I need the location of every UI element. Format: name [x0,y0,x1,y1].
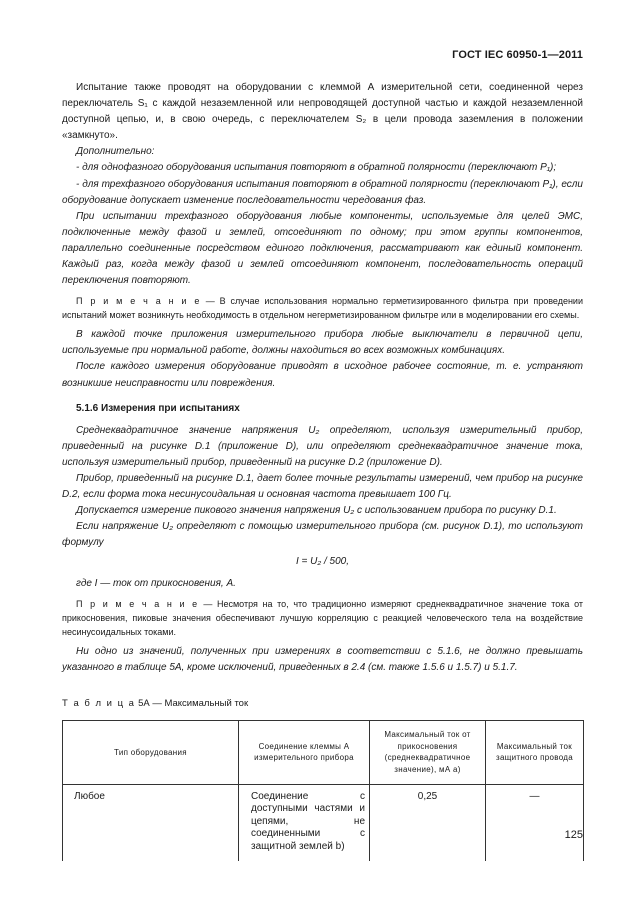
formula: I = U₂ / 500, [295,556,349,568]
note-label: П р и м е ч а н и е [76,296,201,307]
page-number: 125 [564,829,583,841]
note-text: — В случае использования нормально герметизированного фильтра при проведении испытаний может возникнуть необходимость в отдельном негерметизированном фильтре или в моделировании его схемы. [62,296,583,321]
paragraph: Среднеквадратичное значение напряжения U₂ определяют, используя измерительный прибор, приведенный на рисунке D.1 (приложение D), или определяют среднеквадратичное значение тока, используя измерительный прибор, приведенный на рисунке D.2 (приложение D). [62,424,583,468]
table-caption-text: 5А — Максимальный ток [135,697,249,709]
note-label: П р и м е ч а н и е [76,598,199,609]
document-id: ГОСТ IEC 60950-1—2011 [452,49,583,61]
paragraph: - для однофазного оборудования испытания повторяют в обратной полярности (переключают P₁); [76,162,557,174]
cell-max-touch-current: 0,25 [370,784,486,861]
page-body [62,80,583,861]
paragraph: После каждого измерения оборудование приводят в исходное рабочее состояние, т. е. устраняют возникшие неисправности или повреждения. [62,361,583,389]
paragraph: Ни одно из значений, полученных при измерениях в соответствии с 5.1.6, не должно превышать указанного в таблице 5А, кроме исключений, приведенных в 2.4 (см. также 1.5.6 и 1.5.7) и 5.1.7. [62,645,583,673]
note [62,294,583,322]
cell-equipment-type: Любое [63,784,239,861]
header-max-touch-current: Максимальный ток от прикосновения (среднеквадратичное значение), мА a) [370,720,486,784]
paragraph: При испытании трехфазного оборудования любые компоненты, используемые для целей ЭМС, подключенные между фазой и землей, отсоединяют по одному; при этом группы компонентов, параллельно соединенные посредством единого подключения, рассматривают как единый компонент. Каждый раз, когда между фазой и землей отсоединяют компонент, последовательность операций переключения повторяют. [62,210,583,287]
formula-legend: где I — ток от прикосновения, А. [76,577,236,589]
table-caption [62,696,583,712]
paragraph: В каждой точке приложения измерительного прибора любые выключатели в первичной цепи, используемые при нормальной работе, должны находиться во всех возможных комбинациях. [62,329,583,357]
table-caption-label: Т а б л и ц а [62,697,136,709]
paragraph: Испытание также проводят на оборудовании с клеммой А измерительной сети, соединенной через переключатель S₁ с каждой незаземленной или непроводящей доступной частью и каждой незаземленной доступной цепью, и, в свою очередь, с переключателем S₂ в цели провода заземления в положении «замкнуто». [62,82,583,142]
table-row [63,784,584,861]
paragraph: - для трехфазного оборудования испытания повторяют в обратной полярности (переключают P₁), если оборудование допускает изменение последовательности чередования фаз. [62,178,583,206]
header-equipment-type: Тип оборудования [63,720,239,784]
cell-max-protective-current: — [486,784,584,861]
note-text: — Несмотря на то, что традиционно измеряют среднеквадратичное значение тока от прикосновения, пиковые значения обеспечивают лучшую корреляцию с реакцией человеческого тела на воздействие несинусоидальных токами. [62,598,583,637]
header-max-protective-current: Максимальный ток защитного провода [486,720,584,784]
paragraph: Если напряжение U₂ определяют с помощью измерительного прибора (см. рисунок D.1), то используют формулу [62,521,583,549]
paragraph: Прибор, приведенный на рисунке D.1, дает более точные результаты измерений, чем прибор на рисунке D.2, если форма тока несинусоидальная и основная частота превышает 100 Гц. [62,472,583,501]
paragraph: Дополнительно: [76,146,155,158]
note [62,597,583,639]
section-heading: 5.1.6 Измерения при испытаниях [76,402,240,414]
table-header-row [63,720,584,784]
max-current-table [62,720,584,862]
cell-terminal-connection: Соединение с доступными частями и цепями, не соединенными с защитной землей b) [239,784,370,861]
header-terminal-connection: Соединение клеммы А измерительного прибора [239,720,370,784]
paragraph: Допускается измерение пикового значения напряжения U₂ с использованием прибора по рисунку D.1. [76,505,557,517]
